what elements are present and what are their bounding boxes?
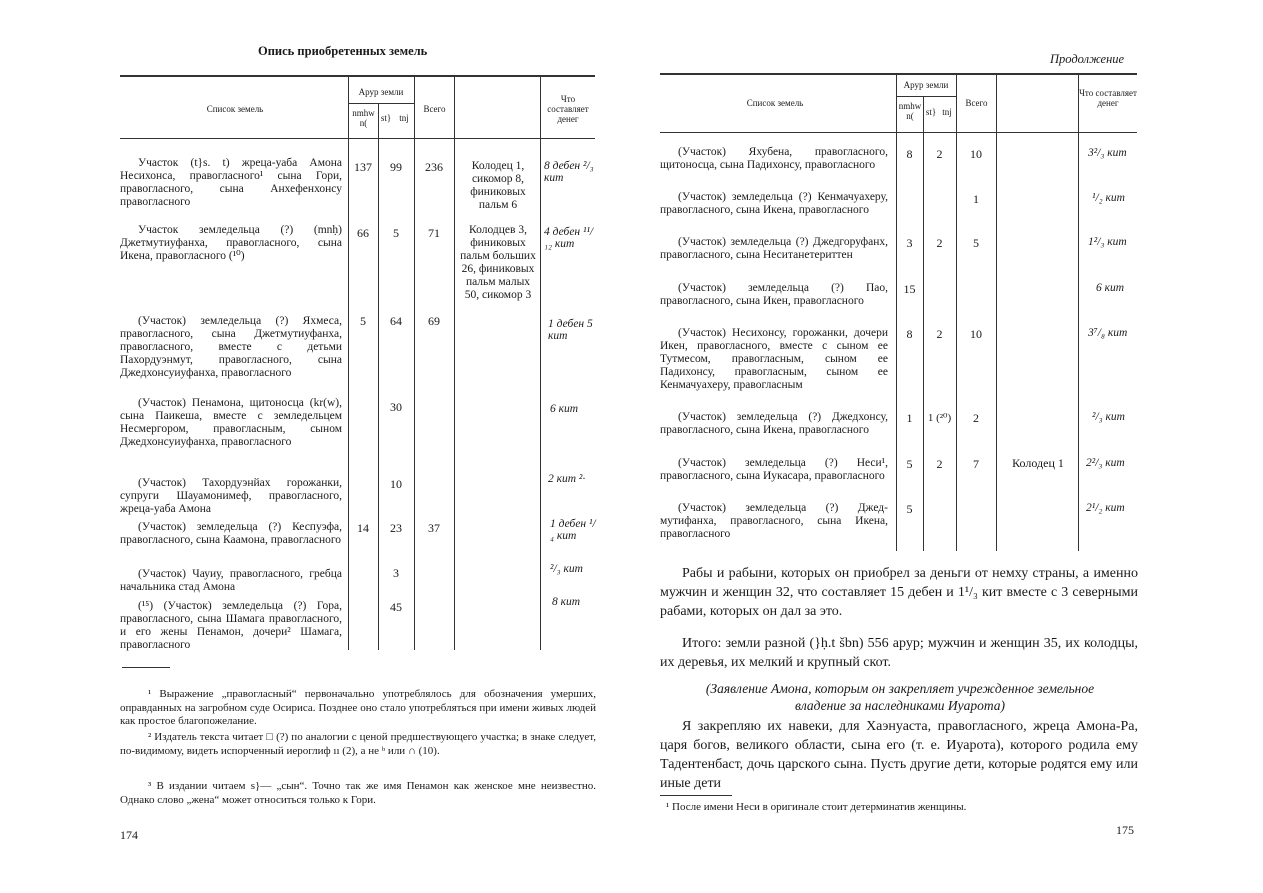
header-money: Что составляет денег bbox=[1079, 88, 1137, 108]
footnote-rule bbox=[122, 667, 170, 668]
cell-money: ²/₃ кит bbox=[1092, 411, 1125, 423]
cell-money: ²/₃ кит bbox=[550, 563, 583, 575]
continuation-label: Продолжение bbox=[1050, 52, 1125, 66]
column-divider bbox=[1078, 73, 1079, 551]
body-paragraph-1: Рабы и рабыни, которых он приобрел за деньги от немху страны, а именно мужчин и женщин 32, что составляет 15 дебен и 1¹/₃ кит вместе с 3 северными рабами, которых он дал за это. bbox=[660, 566, 1138, 619]
cell-tnj: 2 bbox=[936, 327, 943, 341]
arur-subheader-rule bbox=[348, 103, 414, 104]
cell-nmhw: 5 bbox=[906, 457, 913, 471]
cell-tnj: 23 bbox=[390, 521, 402, 535]
page-number: 175 bbox=[1116, 823, 1134, 837]
column-divider bbox=[996, 73, 997, 551]
cell-tnj: 64 bbox=[390, 314, 402, 328]
footnote-3: ³ В издании читаем s}— „сын“. Точно так же имя Пенамон как женское мне неизвестно. Однако слово „жена“ может относиться только к Гори. bbox=[120, 780, 596, 806]
cell-money: 8 дебен ²/₃ кит bbox=[544, 160, 594, 184]
cell-money: 6 кит bbox=[550, 403, 579, 415]
cell-total: 5 bbox=[973, 236, 979, 250]
cell-note: Колодцев 3, финиковых пальм больших 26, финиковых пальм малых 50, сикомор 3 bbox=[460, 224, 536, 301]
header-bottom-rule bbox=[120, 138, 595, 139]
column-divider bbox=[956, 73, 957, 551]
cell-nmhw: 15 bbox=[903, 282, 916, 296]
header-list: Список земель bbox=[746, 98, 804, 108]
table-row-text: (Участок) земледельца (?) Неси¹, правогласного, сына Иукасара, правогласного bbox=[660, 457, 888, 482]
column-divider bbox=[923, 96, 924, 551]
cell-money: 4 дебен ¹¹/₁₂ кит bbox=[544, 226, 594, 250]
cell-total: 10 bbox=[970, 147, 982, 161]
cell-nmhw: 5 bbox=[360, 314, 366, 328]
table-row-text: Участок земледельца (?) (mnḥ) Джетмутиуфанха, правогласного, сына Икена, правогласного (¹⁰) bbox=[120, 224, 342, 262]
header-st: st} bbox=[925, 107, 937, 117]
cell-tnj: 2 bbox=[936, 236, 943, 250]
cell-money: 8 кит bbox=[552, 596, 581, 608]
cell-tnj: 3 bbox=[393, 566, 399, 580]
header-top-rule bbox=[120, 75, 595, 77]
footnote: ¹ После имени Неси в оригинале стоит детерминатив женщины. bbox=[666, 801, 967, 813]
header-arur: Арур земли bbox=[903, 80, 949, 90]
cell-nmhw: 8 bbox=[906, 147, 913, 161]
cell-total: 7 bbox=[973, 457, 979, 471]
footnote-1: ¹ Выражение „правогласный“ первоначально употреблялось для обозначения умерших, оправданных на загробном суде Осириса. Позднее оно стало употребляться при имени живых людей как простое благопожелание. bbox=[120, 688, 596, 727]
table-row-text: (Участок) Яхубена, правогласного, щитоносца, сына Падихонсу, правогласного bbox=[660, 146, 888, 171]
cell-nmhw: 137 bbox=[354, 160, 372, 174]
cell-nmhw: 5 bbox=[906, 502, 913, 516]
cell-money: 2²/₃ кит bbox=[1086, 457, 1125, 469]
cell-note: Колодец 1 bbox=[1012, 456, 1064, 470]
cell-total: 2 bbox=[973, 411, 979, 425]
cell-tnj: 30 bbox=[390, 400, 402, 414]
cell-note: Колодец 1, сикомор 8, финиковых пальм 6 bbox=[470, 160, 526, 211]
cell-total: 236 bbox=[425, 160, 443, 174]
header-nmhw: nmhw n( bbox=[352, 108, 375, 128]
header-bottom-rule bbox=[660, 132, 1137, 133]
column-divider bbox=[896, 73, 897, 551]
header-total: Всего bbox=[423, 104, 446, 114]
cell-money: 2 кит ²· bbox=[548, 473, 586, 485]
header-nmhw: nmhw n( bbox=[898, 101, 922, 121]
cell-nmhw: 3 bbox=[906, 236, 913, 250]
cell-money: 3⁷/₈ кит bbox=[1088, 327, 1128, 339]
table-row-text: (Участок) земледельца (?) Яхмеса, правогласного, сына Джетмутиуфанха, правогласного, вместе с детьми Пахордуэнмут, правогласного, сына Джедхонсуиуфанха, правогласного bbox=[120, 315, 342, 379]
cell-tnj: 10 bbox=[390, 477, 402, 491]
cell-tnj: 99 bbox=[390, 160, 402, 174]
left-page bbox=[120, 0, 620, 893]
table-row-text: Участок (t}s. t) жреца-уаба Амона Несихонса, правогласного¹ сына Гори, правогласного, сына Анхефенхонсу правогласного bbox=[120, 157, 342, 208]
cell-tnj: 1 (²⁰) bbox=[927, 412, 952, 424]
cell-tnj: 2 bbox=[936, 457, 943, 471]
cell-money: 1 дебен ¹/₄ кит bbox=[550, 518, 596, 542]
header-top-rule bbox=[660, 73, 1137, 75]
page-number: 174 bbox=[120, 828, 138, 842]
footnote-2: ² Издатель текста читает □ (?) по аналогии с ценой предшествующего участка; в знаке следует, по-видимому, видеть испорченный иероглиф ıı (2), а не ᵇ или ∩ (10). bbox=[120, 731, 596, 757]
cell-tnj: 5 bbox=[393, 226, 399, 240]
cell-total: 1 bbox=[973, 192, 979, 206]
table-row-text: (Участок) земледельца (?) Джедгоруфанх, правогласного, сына Неситанетериттен bbox=[660, 236, 888, 261]
header-money: Что составляет денег bbox=[547, 94, 589, 124]
table-row-text: (¹⁵) (Участок) земледельца (?) Гора, правогласного, сына Шамага правогласного, и его жены Пенамон, дочери² Шамага, правогласного bbox=[120, 600, 342, 651]
header-total: Всего bbox=[965, 98, 988, 108]
table-row-text: (Участок) Чауиу, правогласного, гребца начальника стад Амона bbox=[120, 568, 342, 593]
table-row-text: (Участок) земледельца (?) Кенмачуахеру, правогласного, сына Икена, правогласного bbox=[660, 191, 888, 216]
right-page bbox=[660, 0, 1140, 893]
cell-total: 10 bbox=[970, 327, 982, 341]
cell-nmhw: 14 bbox=[357, 521, 369, 535]
header-st: st} bbox=[380, 113, 392, 123]
header-list: Список земель bbox=[206, 104, 264, 114]
cell-money: 1²/₃ кит bbox=[1088, 236, 1127, 248]
header-arur: Арур земли bbox=[358, 87, 404, 97]
table-row-text: (Участок) земледельца (?) Пао, правогласного, сына Икен, правогласного bbox=[660, 282, 888, 307]
table-row-text: (Участок) Пенамона, щитоносца (kr(w), сына Паикеша, вместе с земледельцем Несмергором, правогласным, сыном Джедхонсуиуфанха, правогласного bbox=[120, 397, 342, 448]
cell-total: 71 bbox=[428, 226, 440, 240]
table-row-text: (Участок) земледельца (?) Джедмутифанха, правогласного, сына Икена, правогласного bbox=[660, 502, 888, 540]
table-row-text: (Участок) земледельца (?) Джедхонсу, правогласного, сына Икена, правогласного bbox=[660, 411, 888, 436]
footnote-rule bbox=[660, 795, 732, 796]
cell-money: 3²/₃ кит bbox=[1088, 147, 1127, 159]
column-divider bbox=[454, 75, 455, 650]
column-divider bbox=[540, 75, 541, 650]
header-tnj: tnj bbox=[399, 113, 409, 123]
cell-total: 69 bbox=[428, 314, 440, 328]
cell-nmhw: 8 bbox=[906, 327, 913, 341]
table-row-text: (Участок) Несихонсу, горожанки, дочери Икен, правогласного, вместе с сыном ее Тутмесом, правогласным, сыном ее Падихонсу, правогласным, сыном ее Кенмачуахеру, правогласным bbox=[660, 327, 888, 391]
cell-money: ¹/₂ кит bbox=[1092, 192, 1125, 204]
cell-tnj: 45 bbox=[390, 600, 402, 614]
header-tnj: tnj bbox=[942, 107, 952, 117]
body-paragraph-2: Итого: земли разной (}ḥ.t šbn) 556 арур; мужчин и женщин 35, их колодцы, их деревья, их мелкий и крупный скот. bbox=[660, 636, 1138, 670]
table-row-text: (Участок) Тахордуэнйах горожанки, супруги Шауамонимеф, правогласного, жреца-уаба Амона bbox=[120, 477, 342, 515]
section-heading: (Заявление Амона, которым он закрепляет учрежденное земельное владение за наследниками Иуарота) bbox=[705, 681, 1095, 713]
arur-subheader-rule bbox=[896, 96, 956, 97]
body-paragraph-3: Я закрепляю их навеки, для Хаэнуаста, правогласного, жреца Амона-Ра, царя богов, великого области, сына его (т. е. Иуарота), которого родила ему Тадентенбаст, дочь царского сына. Пусть другие дети, которые родятся ему или иные дети bbox=[660, 719, 1138, 791]
cell-nmhw: 1 bbox=[906, 411, 913, 425]
cell-money: 2¹/₂ кит bbox=[1086, 502, 1125, 514]
cell-money: 6 кит bbox=[1096, 282, 1125, 294]
cell-tnj: 2 bbox=[936, 147, 943, 161]
table-title: Опись приобретенных земель bbox=[258, 44, 428, 58]
cell-money: 1 дебен 5 кит bbox=[548, 318, 593, 342]
cell-nmhw: 66 bbox=[357, 226, 369, 240]
cell-total: 37 bbox=[428, 521, 440, 535]
table-row-text: (Участок) земледельца (?) Кеспуэфа, правогласного, сына Каамона, правогласного bbox=[120, 521, 342, 546]
